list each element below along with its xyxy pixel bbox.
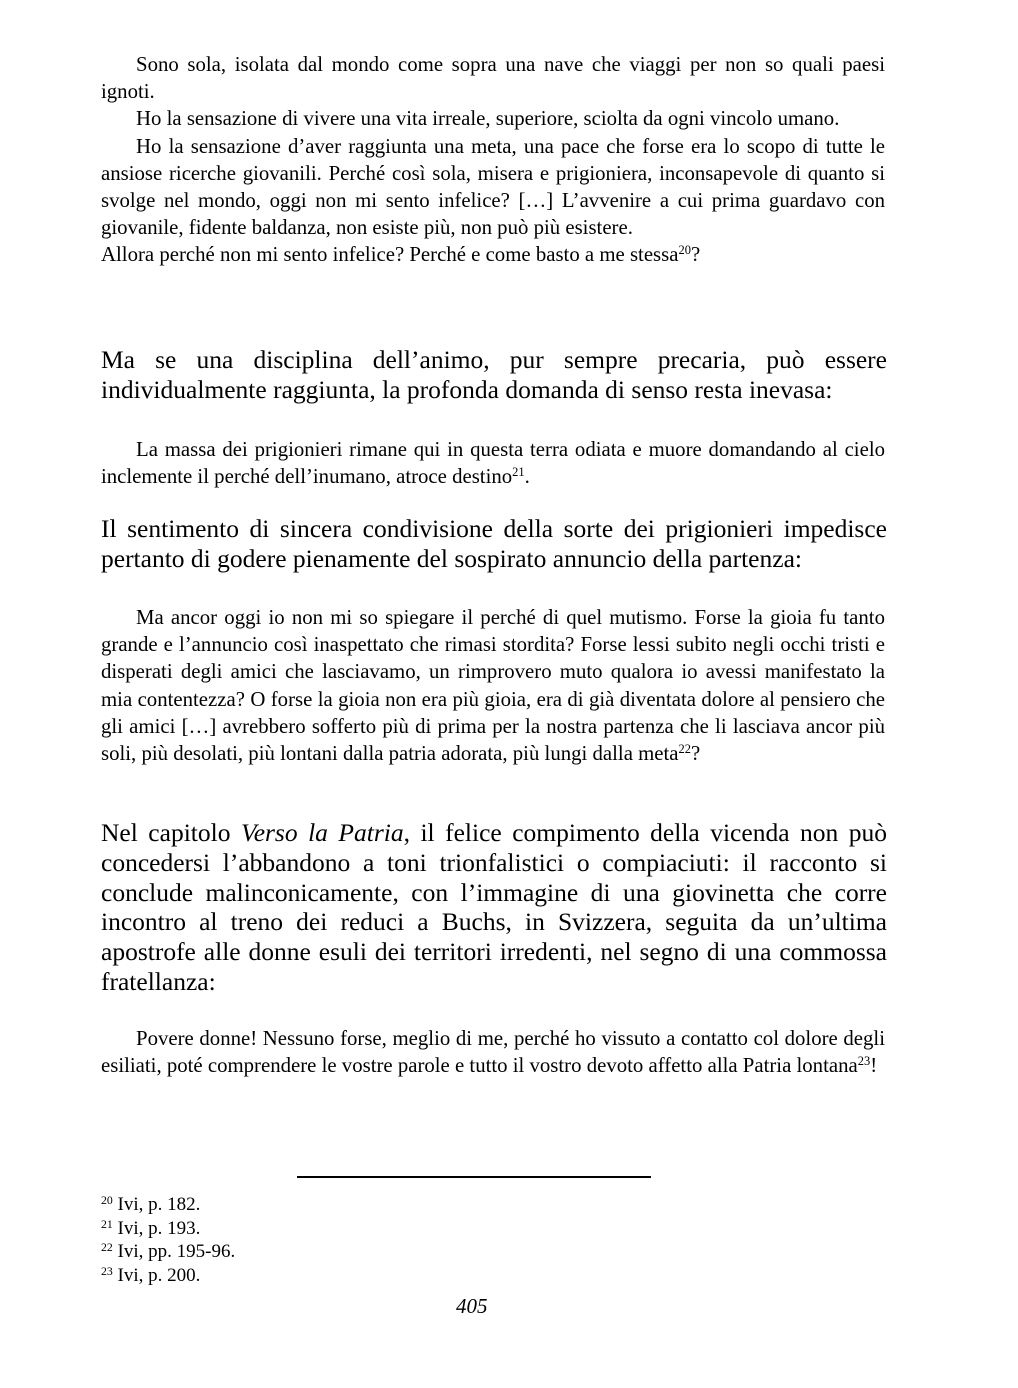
body-text: Il sentimento di sincera condivisione della sorte dei prigionieri impedisce pertanto di godere pienamente del sospirato annuncio della partenza: — [101, 514, 887, 573]
footnote-number: 22 — [101, 1241, 113, 1255]
footnote-number: 23 — [101, 1264, 113, 1278]
quote-paragraph — [101, 604, 885, 767]
footnote-text: Ivi, pp. 195-96. — [117, 1241, 236, 1262]
footnote-separator — [297, 1176, 651, 1178]
quote-text: Povere donne! Nessuno forse, meglio di me, perché ho vissuto a contatto col dolore degli esiliati, poté comprendere le vostre parole e tutto il vostro devoto affetto alla Patria lontana — [101, 1027, 885, 1078]
quote-punct: . — [524, 465, 530, 489]
quote-paragraph — [101, 1025, 885, 1079]
footnote — [101, 1193, 235, 1217]
quote-paragraph: Ho la sensazione d’aver raggiunta una meta, una pace che forse era lo scopo di tutte le ansiose ricerche giovanili. Perché così sola, misera e prigioniera, inconsapevole di quanto si svolge nel mondo, oggi non mi sento infelice? […] L’avvenire a cui prima guardavo con giovanile, fidente baldanza, non esiste più, non può più esistere. — [101, 134, 885, 240]
body-text-rest: , il felice compimento della vicenda non può concedersi l’abbandono a toni trionfalistici o compiaciuti: il racconto si conclude malinconicamente, con l’immagine di una giovinetta che corre incontro al treno dei reduci a Buchs, in Svizzera, seguita da un’ultima apostrofe alle donne esuli dei territori irredenti, nel segno di una commossa fratellanza: — [101, 818, 887, 996]
quote-text: Ma ancor oggi io non mi so spiegare il perché di quel mutismo. Forse la gioia fu tanto grande e l’annuncio così inaspettato che rimasi stordita? Forse lessi subito negli occhi tristi e disperati degli amici che lasciavamo, un rimprovero muto qualora io avessi manifestato la mia contentezza? O forse la gioia non era più gioia, era di già diventata dolore al pensiero che gli amici […] avrebbero sofferto più di prima per la nostra partenza che li lasciava ancor più soli, più desolati, più lontani dalla patria adorata, più lungi dalla meta — [101, 606, 885, 766]
body-paragraph-3 — [101, 818, 887, 997]
quote-paragraph: Ho la sensazione di vivere una vita irreale, superiore, sciolta da ogni vincolo umano. — [136, 107, 840, 131]
quote-punct: ? — [691, 742, 701, 766]
quote-text: La massa dei prigionieri rimane qui in questa terra odiata e muore domandando al cielo inclemente il perché dell’inumano, atroce destino — [101, 438, 885, 489]
footnote-ref: 23 — [857, 1054, 871, 1069]
quote-paragraph — [101, 436, 885, 490]
footnote — [101, 1240, 235, 1264]
chapter-title: Verso la Patria — [240, 818, 404, 847]
document-page — [101, 0, 887, 1388]
page-number: 405 — [456, 1294, 488, 1318]
block-quote-3 — [101, 604, 885, 767]
footnote-ref: 20 — [678, 243, 691, 258]
body-paragraph-1 — [101, 345, 887, 405]
footnotes — [101, 1193, 235, 1287]
body-text: Ma se una disciplina dell’animo, pur sempre precaria, può essere individualmente raggiunta, la profonda domanda di senso resta inevasa: — [101, 345, 887, 404]
body-paragraph-2 — [101, 514, 887, 574]
footnote-ref: 22 — [678, 742, 692, 757]
footnote-number: 21 — [101, 1217, 113, 1231]
footnote-number: 20 — [101, 1194, 113, 1208]
body-text-lead: Nel capitolo — [101, 818, 241, 847]
footnote-text: Ivi, p. 193. — [117, 1217, 201, 1239]
footnote-text: Ivi, p. 182. — [117, 1194, 201, 1215]
quote-punct: ? — [690, 243, 701, 267]
footnote — [101, 1264, 235, 1288]
footnote — [101, 1217, 235, 1241]
body-text — [101, 818, 887, 997]
block-quote-4 — [101, 1025, 885, 1079]
quote-text: Allora perché non mi sento infelice? Perché e come basto a me stessa — [101, 243, 679, 267]
footnote-text: Ivi, p. 200. — [117, 1264, 201, 1286]
footnote-ref: 21 — [512, 465, 525, 480]
block-quote-1 — [101, 51, 885, 269]
quote-paragraph — [101, 241, 885, 268]
quote-paragraph: Sono sola, isolata dal mondo come sopra una nave che viaggi per non so quali paesi ignoti. — [101, 53, 885, 104]
quote-punct: ! — [870, 1054, 878, 1078]
block-quote-2 — [101, 436, 885, 490]
